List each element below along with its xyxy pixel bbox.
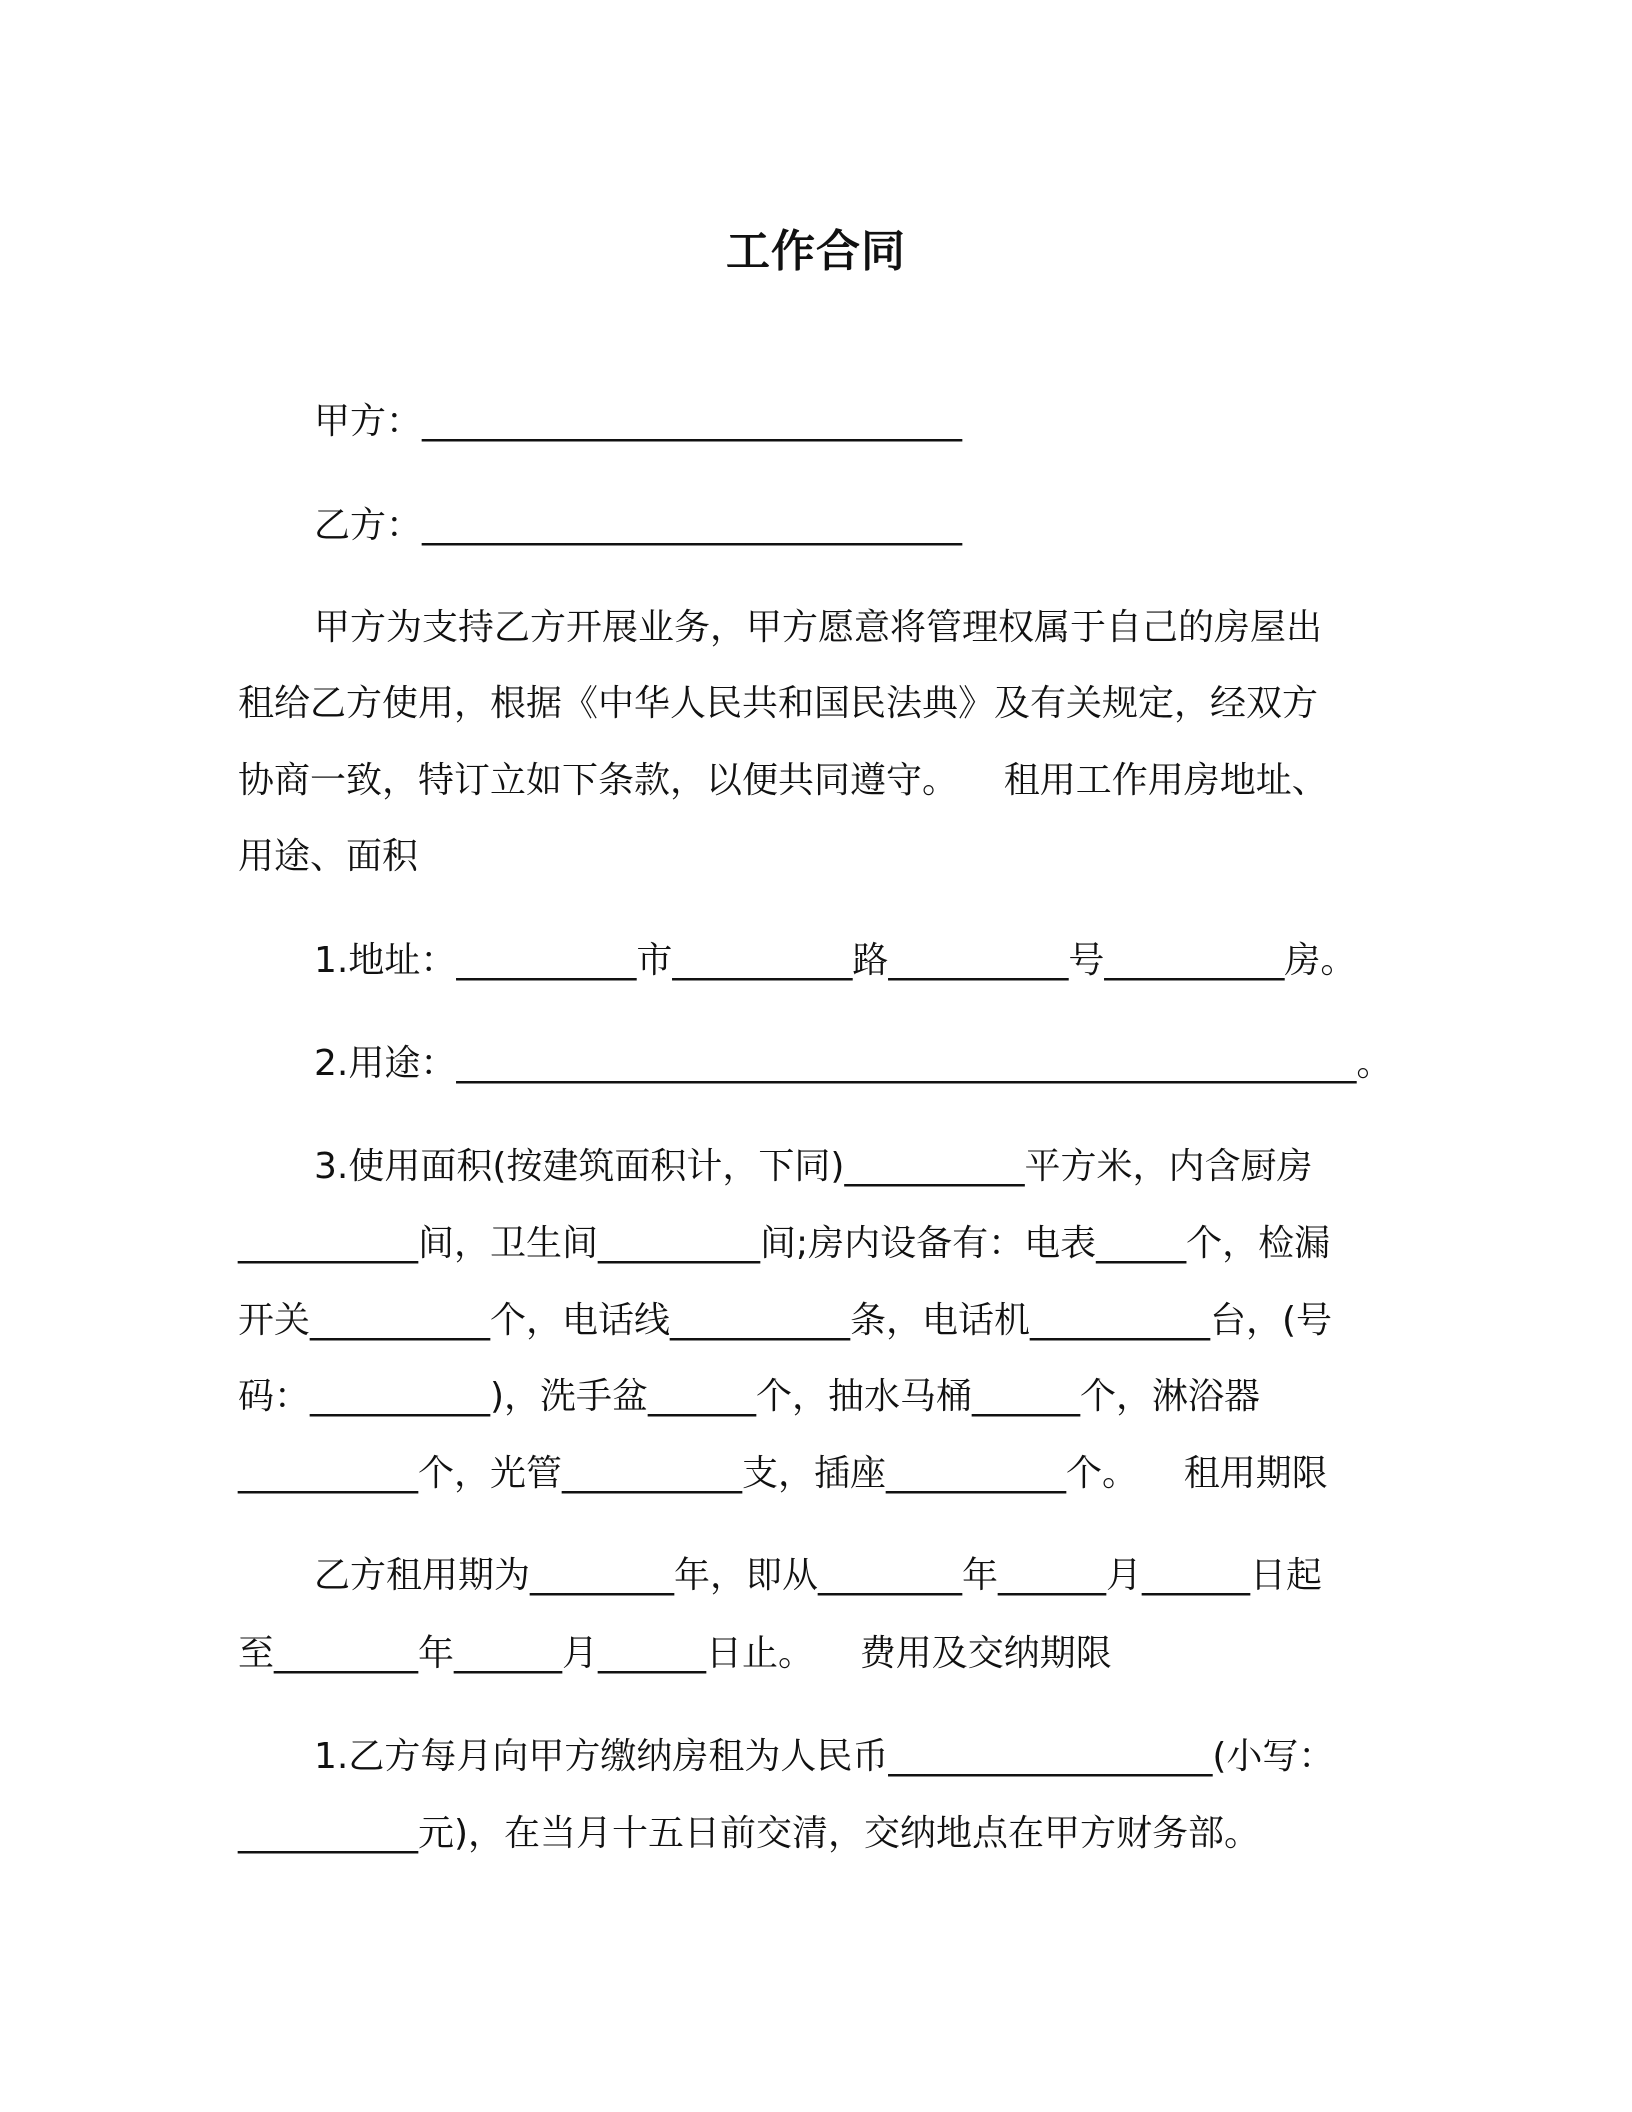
document-title: 工作合同 [726, 226, 906, 277]
area-line-4: 码：__________)，洗手盆______个，抽水马桶______个，淋浴器 [238, 1376, 1261, 1417]
area-line-3: 开关__________个，电话线__________条，电话机__________台，(号 [238, 1300, 1333, 1341]
term-line-1: 乙方租用期为________年，即从________年______月______日起 [314, 1555, 1323, 1596]
area-line-2: __________间，卫生间_________间;房内设备有：电表_____个，检漏 [238, 1223, 1331, 1264]
address-line: 1.地址：__________市__________路__________号__________房。 [314, 940, 1357, 981]
rent-line-2: __________元)，在当月十五日前交清，交纳地点在甲方财务部。 [238, 1813, 1261, 1854]
rent-line-1: 1.乙方每月向甲方缴纳房租为人民币__________________(小写： [314, 1736, 1335, 1777]
area-line-1: 3.使用面积(按建筑面积计，下同)__________平方米，内含厨房 [314, 1146, 1313, 1187]
area-line-5: __________个，光管__________支，插座__________个。 租用期限 [238, 1453, 1328, 1494]
intro-line-2: 租给乙方使用，根据《中华人民共和国民法典》及有关规定，经双方 [238, 683, 1319, 724]
intro-line-4: 用途、面积 [238, 836, 419, 877]
intro-line-1: 甲方为支持乙方开展业务，甲方愿意将管理权属于自己的房屋出 [314, 607, 1323, 648]
party-a-line: 甲方：______________________________ [314, 401, 963, 442]
purpose-line: 2.用途：__________________________________________________。 [314, 1043, 1393, 1084]
intro-line-3: 协商一致，特订立如下条款，以便共同遵守。 租用工作用房地址、 [238, 760, 1328, 801]
term-line-2: 至________年______月______日止。 费用及交纳期限 [238, 1633, 1112, 1674]
party-b-line: 乙方：______________________________ [314, 505, 963, 546]
